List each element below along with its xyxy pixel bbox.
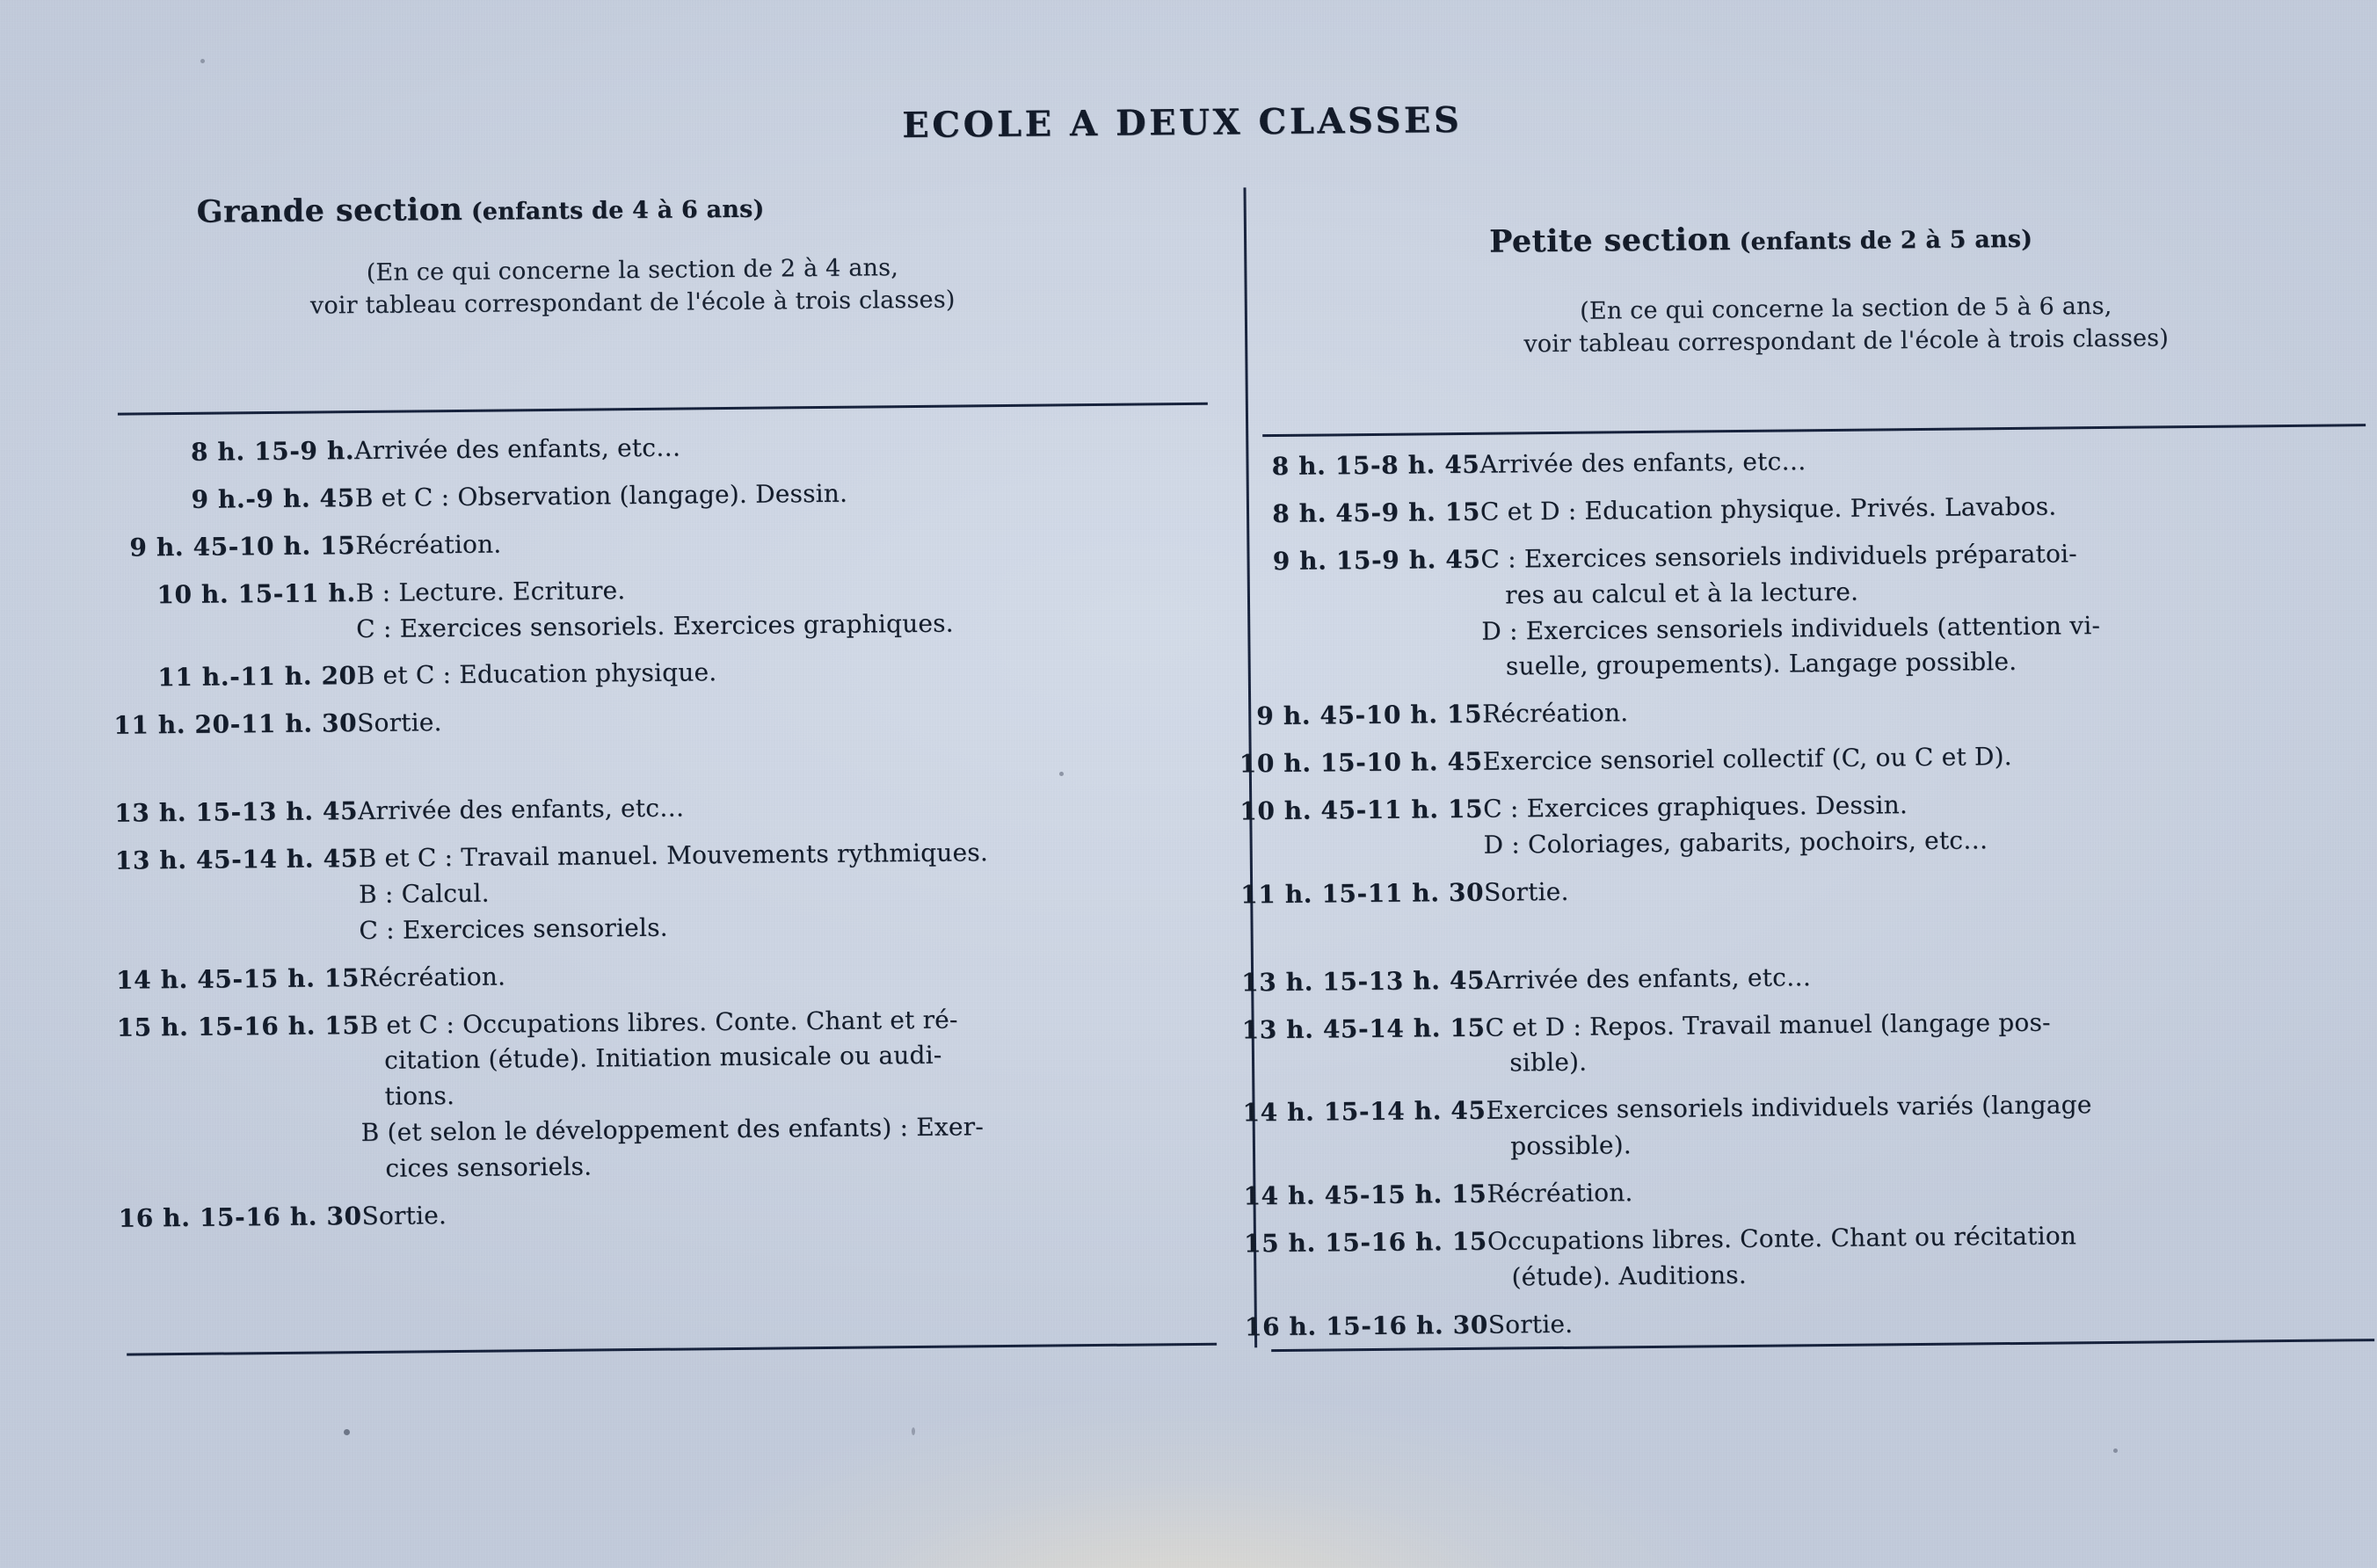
schedule-time: 13 h. 45-14 h. 15 <box>1241 1013 1486 1044</box>
schedule-activity-line: Arrivée des enfants, etc… <box>354 432 681 466</box>
schedule-row <box>1242 1087 2105 1179</box>
section-note-line: (En ce qui concerne la section de 2 à 4 ans, <box>366 254 899 287</box>
schedule-time: 13 h. 15-13 h. 45 <box>114 796 359 828</box>
schedule-activity <box>1486 1087 2105 1177</box>
schedule-time: 11 h. 15-11 h. 30 <box>1240 877 1485 910</box>
schedule-activity <box>355 475 985 528</box>
schedule-row <box>1237 536 2100 700</box>
schedule-row <box>1241 1005 2104 1096</box>
schedule-activity <box>1485 1005 2104 1094</box>
schedule-time: 9 h. 45-10 h. 15 <box>129 530 356 563</box>
schedule-time: 15 h. 15-16 h. 15 <box>116 1010 360 1042</box>
schedule-activity-line: tions. <box>360 1081 455 1112</box>
schedule-activity-line: citation (étude). Initiation musicale ou audi- <box>360 1041 942 1076</box>
schedule-activity-line: B : Lecture. Ecriture. <box>355 575 626 607</box>
schedule-row <box>115 835 990 962</box>
schedule-activity-line: Arrivée des enfants, etc… <box>1479 446 1806 479</box>
schedule-activity-line: C : Exercices sensoriels individuels préparatoi- <box>1480 539 2078 574</box>
schedule-row <box>116 1002 991 1201</box>
scan-speck <box>200 59 205 63</box>
schedule-time: 10 h. 15-10 h. 45 <box>1239 746 1483 779</box>
schedule-activity-line: Sortie. <box>1487 1309 1574 1339</box>
schedule-time: 16 h. 15-16 h. 30 <box>1244 1310 1488 1342</box>
schedule-activity <box>1480 536 2101 697</box>
schedule-activity <box>1485 957 2104 1011</box>
schedule-activity-line: C et D : Repos. Travail manuel (langage pos- <box>1485 1007 2051 1042</box>
schedule-activity-line: B et C : Occupations libres. Conte. Chant et ré- <box>360 1005 958 1040</box>
section-heading-petite <box>1489 219 2032 260</box>
schedule-activity <box>1483 786 2103 875</box>
schedule-table-petite <box>1236 441 2107 1357</box>
schedule-row <box>111 427 985 483</box>
schedule-activity-line: (étude). Auditions. <box>1487 1259 1748 1292</box>
section-heading-main: Grande section <box>196 191 463 230</box>
schedule-time: 8 h. 15-9 h. <box>190 436 355 467</box>
schedule-time: 13 h. 15-13 h. 45 <box>1241 965 1486 998</box>
schedule-activity-line: possible). <box>1486 1130 1632 1161</box>
schedule-activity-line: C : Exercices sensoriels. Exercices graphiques. <box>355 608 954 643</box>
scan-speck <box>1059 772 1064 776</box>
schedule-activity-line: D : Coloriages, gabarits, pochoirs, etc… <box>1483 825 1988 860</box>
schedule-activity-line: Occupations libres. Conte. Chant ou récitation <box>1487 1221 2077 1256</box>
schedule-row <box>1243 1171 2105 1226</box>
schedule-time: 11 h. 20-11 h. 30 <box>113 708 358 740</box>
schedule-row <box>1241 957 2104 1013</box>
schedule-activity-line: Sortie. <box>361 1200 447 1230</box>
section-note-line: voir tableau correspondant de l'école à trois classes) <box>309 286 956 320</box>
schedule-row <box>116 955 990 1010</box>
schedule-activity <box>1487 1218 2107 1308</box>
schedule-activity-line: cices sensoriels. <box>360 1151 592 1184</box>
schedule-activity-line: sible). <box>1485 1048 1588 1078</box>
schedule-time: 11 h.-11 h. 20 <box>157 661 357 693</box>
schedule-row <box>1239 786 2103 877</box>
schedule-row <box>113 700 987 755</box>
schedule-time: 10 h. 45-11 h. 15 <box>1239 794 1484 826</box>
page-title: ECOLE A DEUX CLASSES <box>902 98 1463 147</box>
section-heading-paren: (enfants de 4 à 6 ans) <box>470 195 765 226</box>
schedule-row <box>112 475 985 530</box>
schedule-activity-line: Récréation. <box>359 962 506 992</box>
schedule-activity-line: C et D : Education physique. Privés. Lavabos. <box>1479 491 2057 526</box>
schedule-row <box>112 522 985 577</box>
schedule-row <box>1237 489 2099 544</box>
table-top-rule-left <box>118 403 1208 416</box>
schedule-activity <box>357 700 987 753</box>
schedule-table-grande <box>111 427 992 1248</box>
schedule-time: 14 h. 45-15 h. 15 <box>1243 1179 1487 1211</box>
schedule-row <box>1240 869 2103 925</box>
schedule-activity <box>356 570 986 659</box>
schedule-time: 10 h. 15-11 h. <box>156 577 356 609</box>
schedule-row <box>1244 1218 2107 1310</box>
schedule-activity-line: Récréation. <box>355 529 502 560</box>
schedule-activity-line: Exercice sensoriel collectif (C, ou C et D). <box>1482 742 2012 776</box>
schedule-activity <box>1484 869 2103 923</box>
section-note-grande <box>127 250 1138 325</box>
schedule-time: 9 h.-9 h. 45 <box>191 483 355 514</box>
scan-speck <box>2113 1448 2118 1453</box>
schedule-activity-line: C : Exercices sensoriels. <box>359 912 668 945</box>
schedule-activity <box>361 1193 992 1246</box>
schedule-activity-line: B et C : Education physique. <box>356 657 717 691</box>
schedule-activity-line: Sortie. <box>1483 876 1569 907</box>
schedule-activity-line: suelle, groupements). Langage possible. <box>1481 647 2017 682</box>
schedule-row <box>1236 441 2098 497</box>
schedule-activity <box>358 788 988 841</box>
schedule-row <box>118 1193 992 1248</box>
schedule-activity <box>354 427 985 481</box>
schedule-activity <box>360 955 990 1008</box>
section-heading-paren: (enfants de 2 à 5 ans) <box>1739 225 2033 256</box>
schedule-row <box>1239 691 2101 746</box>
schedule-time: 16 h. 15-16 h. 30 <box>118 1201 362 1233</box>
schedule-activity <box>355 522 985 576</box>
schedule-activity <box>1487 1171 2105 1224</box>
schedule-activity-line: B et C : Observation (langage). Dessin. <box>354 478 848 512</box>
schedule-time: 9 h. 45-10 h. 15 <box>1256 700 1483 731</box>
scan-speck <box>344 1429 350 1435</box>
scan-speck <box>912 1427 915 1435</box>
schedule-activity <box>360 1002 991 1199</box>
schedule-time: 9 h. 15-9 h. 45 <box>1272 544 1481 576</box>
section-note-line: (En ce qui concerne la section de 5 à 6 ans, <box>1580 292 2112 325</box>
section-heading-main: Petite section <box>1488 221 1732 260</box>
schedule-row <box>113 570 986 661</box>
schedule-body <box>111 427 992 1248</box>
schedule-activity-line: Sortie. <box>357 708 442 738</box>
schedule-activity-line: D : Exercices sensoriels individuels (attention vi- <box>1481 610 2101 646</box>
schedule-activity-line: C : Exercices graphiques. Dessin. <box>1483 790 1908 824</box>
schedule-activity-line: Récréation. <box>1481 698 1629 730</box>
schedule-body <box>1236 441 2107 1357</box>
schedule-time: 15 h. 15-16 h. 15 <box>1243 1226 1488 1259</box>
section-heading-grande <box>197 189 765 230</box>
schedule-activity <box>1482 691 2101 744</box>
schedule-time: 13 h. 45-14 h. 45 <box>114 844 359 875</box>
schedule-row <box>1239 738 2102 794</box>
table-bottom-rule-left <box>127 1343 1217 1356</box>
schedule-activity-line: B et C : Travail manuel. Mouvements rythmiques. <box>358 838 989 874</box>
schedule-row <box>114 788 988 843</box>
schedule-activity-line: Exercices sensoriels individuels variés (langage <box>1486 1090 2092 1126</box>
schedule-time: 14 h. 45-15 h. 15 <box>115 962 360 995</box>
schedule-activity-line: B (et selon le développement des enfants) : Exer- <box>360 1112 985 1148</box>
schedule-activity-line: Récréation. <box>1487 1178 1633 1209</box>
schedule-activity <box>358 835 989 960</box>
schedule-activity <box>356 653 986 707</box>
schedule-activity-line: Arrivée des enfants, etc… <box>1484 962 1812 995</box>
section-note-line: voir tableau correspondant de l'école à trois classes) <box>1523 324 2170 359</box>
schedule-activity <box>1480 489 2099 542</box>
schedule-time: 8 h. 45-9 h. 15 <box>1272 497 1481 528</box>
table-top-rule-right <box>1262 424 2366 437</box>
schedule-row <box>113 653 987 708</box>
schedule-time: 14 h. 15-14 h. 45 <box>1242 1096 1487 1128</box>
schedule-activity-line: res au calcul et à la lecture. <box>1480 577 1859 610</box>
schedule-activity-line: Arrivée des enfants, etc… <box>357 793 685 826</box>
schedule-time: 8 h. 15-8 h. 45 <box>1271 449 1480 482</box>
schedule-activity-line: B : Calcul. <box>358 878 490 909</box>
schedule-activity <box>1479 441 2098 495</box>
section-note-petite <box>1341 287 2352 363</box>
schedule-activity <box>1482 738 2101 792</box>
